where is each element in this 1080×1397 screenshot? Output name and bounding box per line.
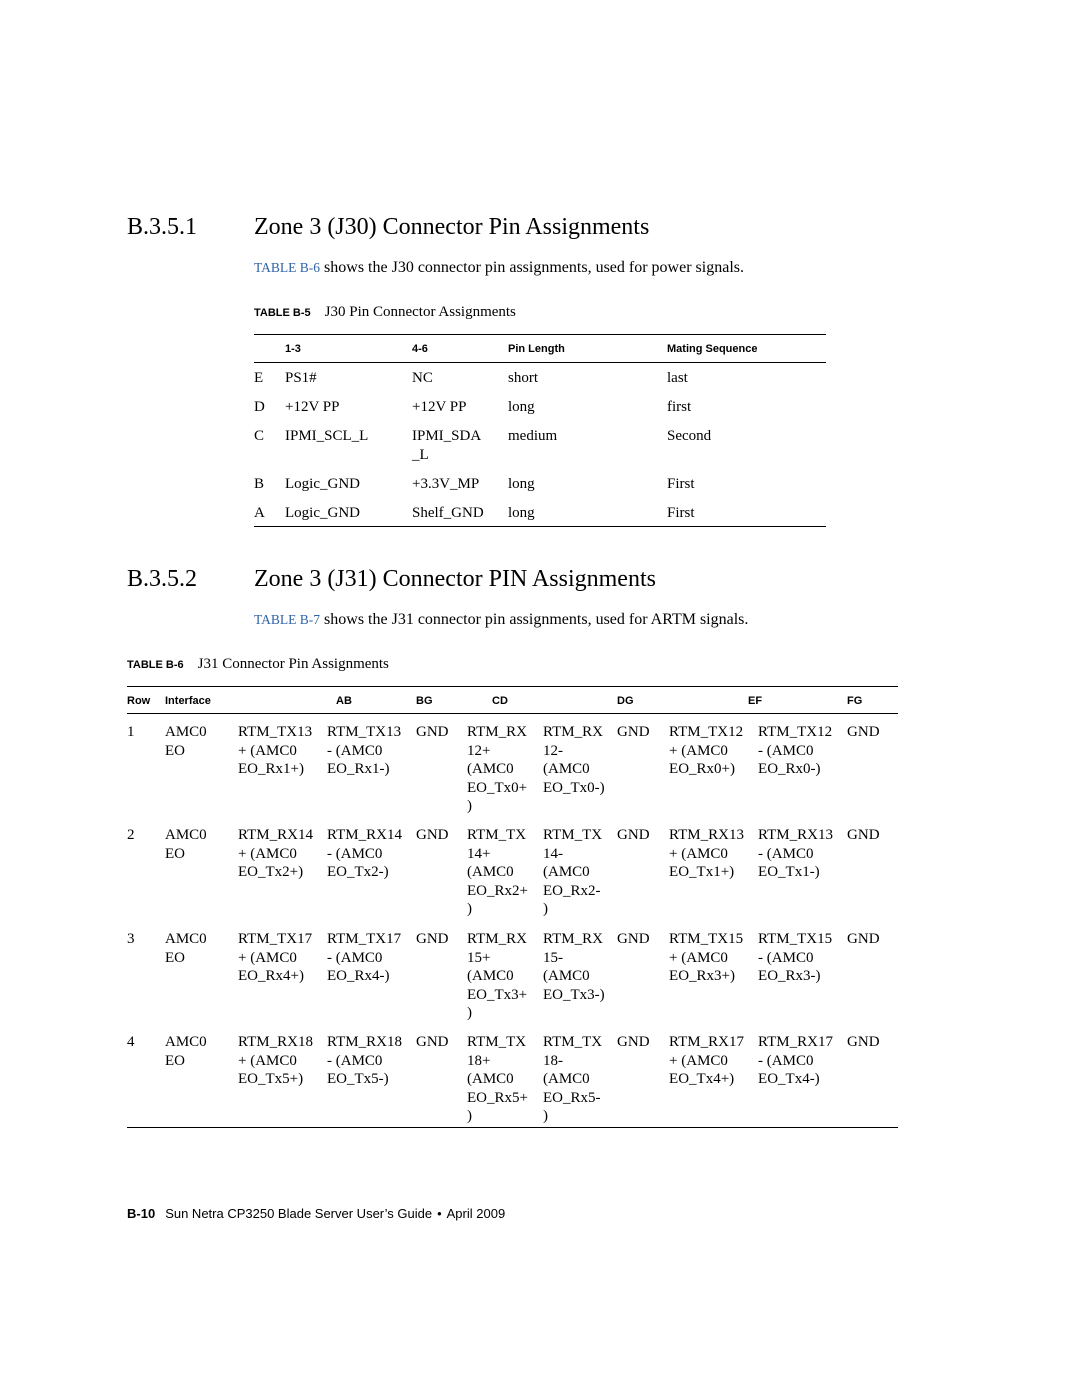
table-cell: +12V PP [412, 399, 467, 415]
table-caption-b5 [254, 304, 516, 321]
table-cell: RTM_TX17 + (AMC0 EO_Rx4+) [238, 931, 313, 984]
table-cell: PS1# [285, 370, 317, 386]
table-cell: AMC0 EO [165, 931, 207, 966]
table-cell: Second [667, 428, 712, 444]
table-cell: +3.3V_MP [412, 476, 480, 492]
table-cell: first [667, 399, 692, 415]
table-cell: First [667, 476, 695, 492]
table-row [127, 715, 898, 818]
section-title: Zone 3 (J30) Connector Pin Assignments [254, 214, 650, 240]
column-header-bg: BG [416, 695, 433, 707]
intro-text: shows the J31 connector pin assignments, used for ARTM signals. [320, 611, 749, 628]
column-header-row: Row [127, 695, 151, 707]
table-cell: RTM_TX17 - (AMC0 EO_Rx4-) [327, 931, 402, 984]
table-cell: RTM_RX18 - (AMC0 EO_Tx5-) [327, 1034, 402, 1087]
intro-text: shows the J30 connector pin assignments, used for power signals. [320, 259, 744, 276]
column-header: Mating Sequence [667, 343, 758, 355]
table-cell: RTM_TX 14+ (AMC0 EO_Rx2+ ) [467, 827, 528, 917]
table-cell: NC [412, 370, 433, 386]
column-header: 4-6 [412, 343, 428, 355]
table-cell: IPMI_SCL_L [285, 428, 369, 444]
j31-pin-table [127, 687, 898, 1129]
column-header-ab: AB [336, 695, 352, 707]
table-cell: GND [617, 724, 650, 740]
table-cell: B [254, 476, 265, 492]
footer-date: April 2009 [446, 1206, 506, 1221]
intro-paragraph-j30 [254, 259, 744, 277]
table-cell: Logic_GND [285, 476, 360, 492]
table-cell: RTM_TX12 + (AMC0 EO_Rx0+) [669, 724, 744, 777]
table-cell: GND [617, 931, 650, 947]
table-cell: D [254, 399, 265, 415]
table-cell: GND [416, 1034, 449, 1050]
table-cell: RTM_RX 15- (AMC0 EO_Tx3-) [543, 931, 605, 1003]
column-header-fg: FG [847, 695, 863, 707]
table-cell: RTM_RX 12- (AMC0 EO_Tx0-) [543, 724, 605, 796]
table-cell: GND [416, 827, 449, 843]
section-title: Zone 3 (J31) Connector PIN Assignments [254, 566, 656, 592]
table-cell: 4 [127, 1034, 135, 1050]
table-cell: C [254, 428, 265, 444]
table-cell: RTM_TX15 - (AMC0 EO_Rx3-) [758, 931, 833, 984]
column-header-dg: DG [617, 695, 634, 707]
table-cell: GND [416, 724, 449, 740]
table-cell: GND [847, 724, 880, 740]
table-cell: RTM_RX 15+ (AMC0 EO_Tx3+ ) [467, 931, 528, 1021]
footer-title: Sun Netra CP3250 Blade Server User’s Guide [165, 1206, 433, 1221]
section-heading-j30 [127, 214, 649, 241]
table-cell: medium [508, 428, 558, 444]
table-cell: RTM_RX 12+ (AMC0 EO_Tx0+ ) [467, 724, 528, 814]
table-cell: RTM_RX14 + (AMC0 EO_Tx2+) [238, 827, 313, 880]
table-cell: AMC0 EO [165, 724, 207, 759]
table-cell: GND [847, 827, 880, 843]
table-row [127, 1025, 898, 1129]
table-cell: RTM_RX17 - (AMC0 EO_Tx4-) [758, 1034, 833, 1087]
table-cell: short [508, 370, 538, 386]
page-number: B-10 [127, 1206, 156, 1221]
table-row [254, 469, 826, 498]
table-row [127, 922, 898, 1025]
column-header: 1-3 [285, 343, 301, 355]
table-caption-text: J30 Pin Connector Assignments [324, 304, 516, 320]
table-cell: RTM_RX13 - (AMC0 EO_Tx1-) [758, 827, 833, 880]
table-cell: RTM_TX13 + (AMC0 EO_Rx1+) [238, 724, 313, 777]
table-cell: RTM_TX15 + (AMC0 EO_Rx3+) [669, 931, 744, 984]
table-cell: long [508, 476, 535, 492]
column-header-ef: EF [748, 695, 763, 707]
table-cell: E [254, 370, 264, 386]
table-cell: last [667, 370, 688, 386]
table-cell: RTM_RX17 + (AMC0 EO_Tx4+) [669, 1034, 744, 1087]
table-cell: GND [847, 931, 880, 947]
table-cell: 2 [127, 827, 135, 843]
table-cell: +12V PP [285, 399, 340, 415]
table-row [254, 392, 826, 421]
footer-separator: • [437, 1206, 442, 1221]
table-cell: RTM_RX13 + (AMC0 EO_Tx1+) [669, 827, 744, 880]
table-cell: RTM_TX12 - (AMC0 EO_Rx0-) [758, 724, 833, 777]
table-cell: RTM_TX 18+ (AMC0 EO_Rx5+ ) [467, 1034, 528, 1124]
table-row [254, 421, 826, 469]
table-cell: Logic_GND [285, 505, 360, 521]
table-caption-b6 [127, 656, 389, 673]
section-number: B.3.5.1 [127, 214, 198, 240]
j30-pin-table [254, 335, 826, 527]
table-cross-reference-link[interactable]: TABLE B-6 [254, 260, 321, 275]
page-footer [127, 1206, 505, 1221]
table-cell: First [667, 505, 695, 521]
table-row [254, 363, 826, 392]
table-cell: 1 [127, 724, 135, 740]
column-header-cd: CD [492, 695, 508, 707]
table-cell: RTM_RX14 - (AMC0 EO_Tx2-) [327, 827, 402, 880]
table-cell: IPMI_SDA _L [412, 428, 482, 463]
intro-paragraph-j31 [254, 611, 748, 629]
table-cell: RTM_TX 18- (AMC0 EO_Rx5- ) [543, 1034, 603, 1124]
table-label: TABLE B-5 [254, 307, 311, 319]
table-cell: GND [617, 827, 650, 843]
table-cell: long [508, 399, 535, 415]
table-cell: RTM_TX 14- (AMC0 EO_Rx2- ) [543, 827, 603, 917]
table-row [254, 498, 826, 527]
table-cell: AMC0 EO [165, 1034, 207, 1069]
table-cell: 3 [127, 931, 135, 947]
table-cell: RTM_TX13 - (AMC0 EO_Rx1-) [327, 724, 402, 777]
column-header-interface: Interface [165, 695, 211, 707]
table-cell: GND [416, 931, 449, 947]
section-heading-j31 [127, 566, 656, 593]
table-cell: GND [847, 1034, 880, 1050]
table-cross-reference-link[interactable]: TABLE B-7 [254, 612, 321, 627]
table-label: TABLE B-6 [127, 659, 184, 671]
column-header [254, 335, 285, 363]
table-cell: AMC0 EO [165, 827, 207, 862]
column-header: Pin Length [508, 343, 565, 355]
table-row [127, 818, 898, 922]
table-cell: A [254, 505, 265, 521]
section-number: B.3.5.2 [127, 566, 198, 592]
table-cell: RTM_RX18 + (AMC0 EO_Tx5+) [238, 1034, 313, 1087]
table-cell: GND [617, 1034, 650, 1050]
table-cell: Shelf_GND [412, 505, 484, 521]
table-caption-text: J31 Connector Pin Assignments [197, 656, 389, 672]
table-cell: long [508, 505, 535, 521]
